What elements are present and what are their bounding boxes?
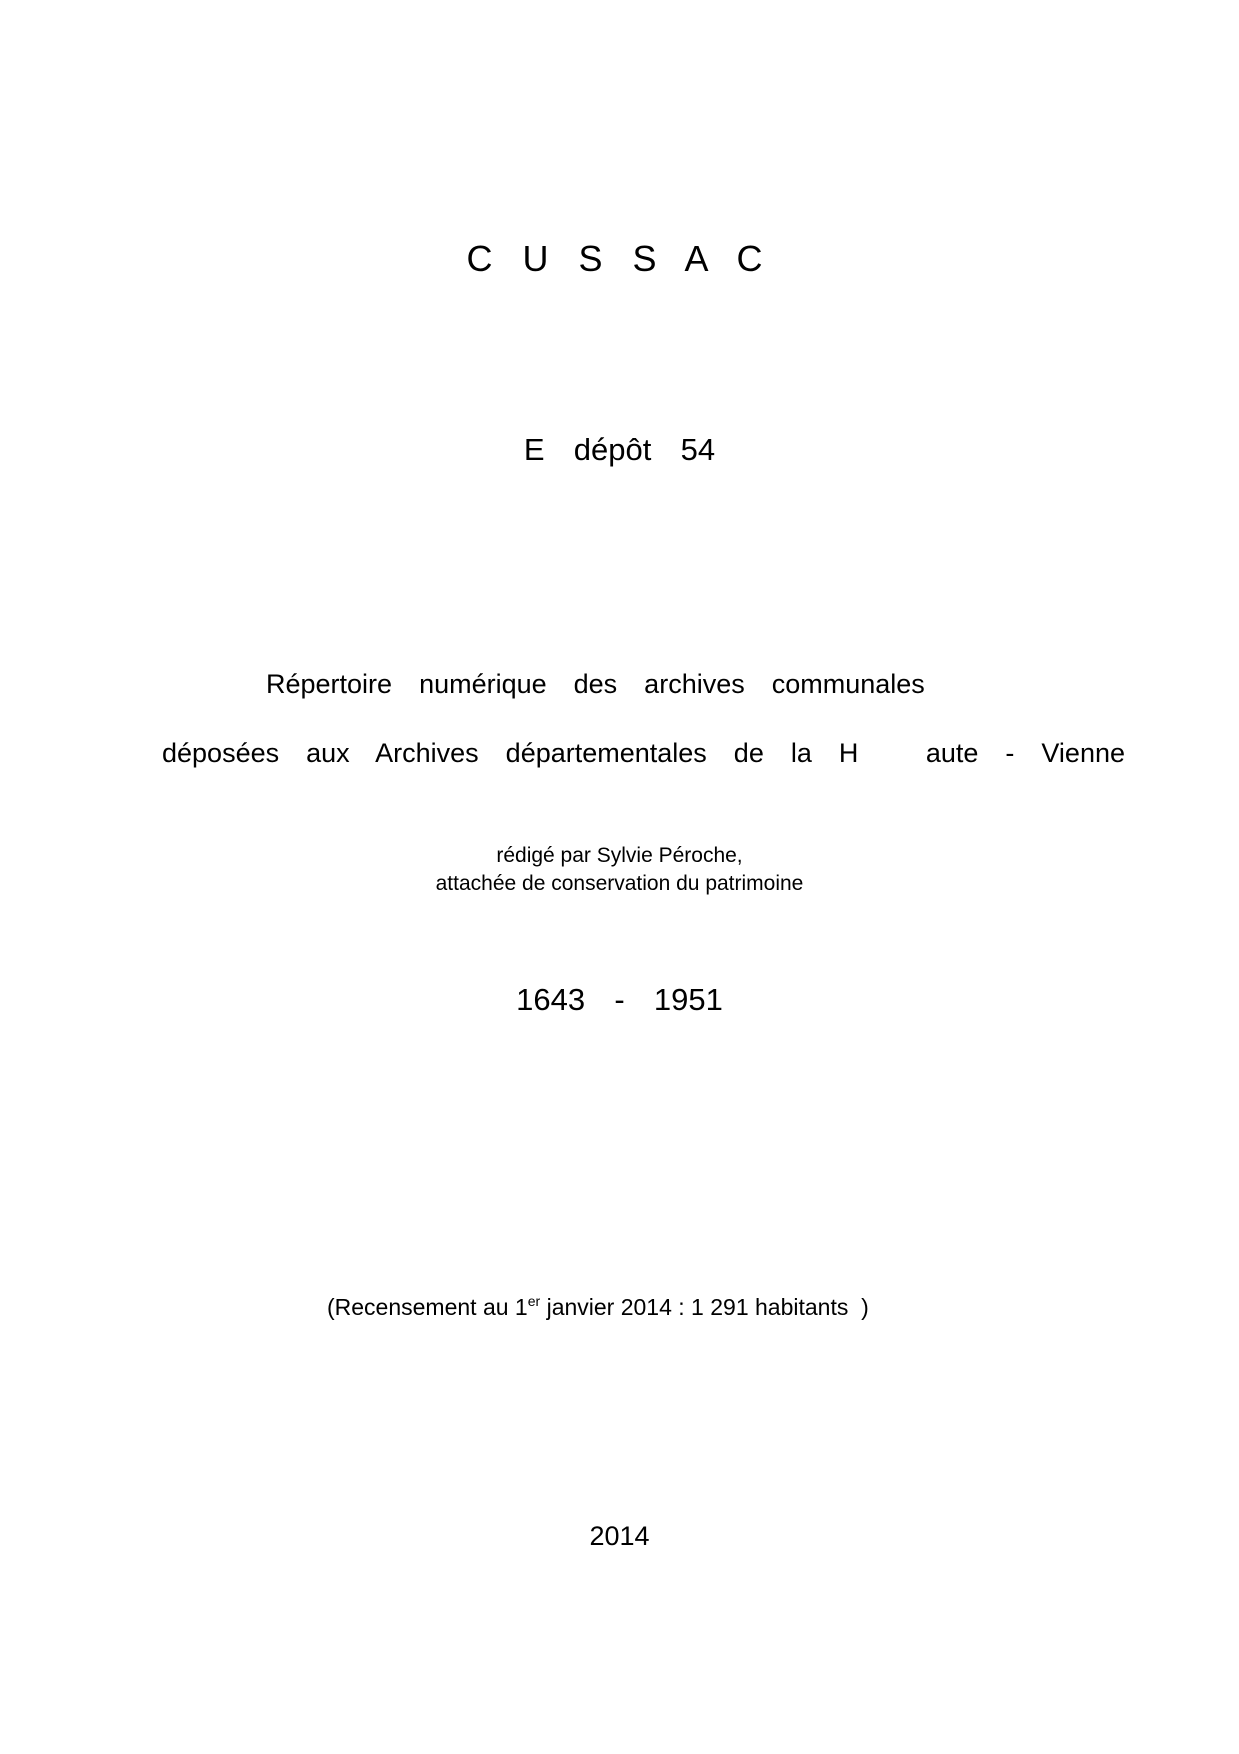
author-line-2: attachée de conservation du patrimoine (435, 872, 804, 895)
subtitle-line-1: Répertoire numérique des archives communales (266, 669, 925, 699)
census-prefix: (Recensement au 1 (327, 1294, 528, 1320)
census-suffix: janvier 2014 : 1 291 habitants ) (540, 1294, 869, 1320)
publication-year: 2014 (589, 1521, 650, 1551)
author-line-1: rédigé par Sylvie Péroche, (496, 844, 743, 867)
census-superscript: er (527, 1293, 541, 1309)
commune-title: C U S S A C (466, 238, 773, 279)
census-note (327, 1293, 869, 1320)
subtitle-line-2: déposées aux Archives départementales de la H aute - Vienne (162, 738, 1125, 768)
deposit-reference: E dépôt 54 (523, 432, 716, 467)
date-range: 1643 - 1951 (516, 982, 723, 1017)
